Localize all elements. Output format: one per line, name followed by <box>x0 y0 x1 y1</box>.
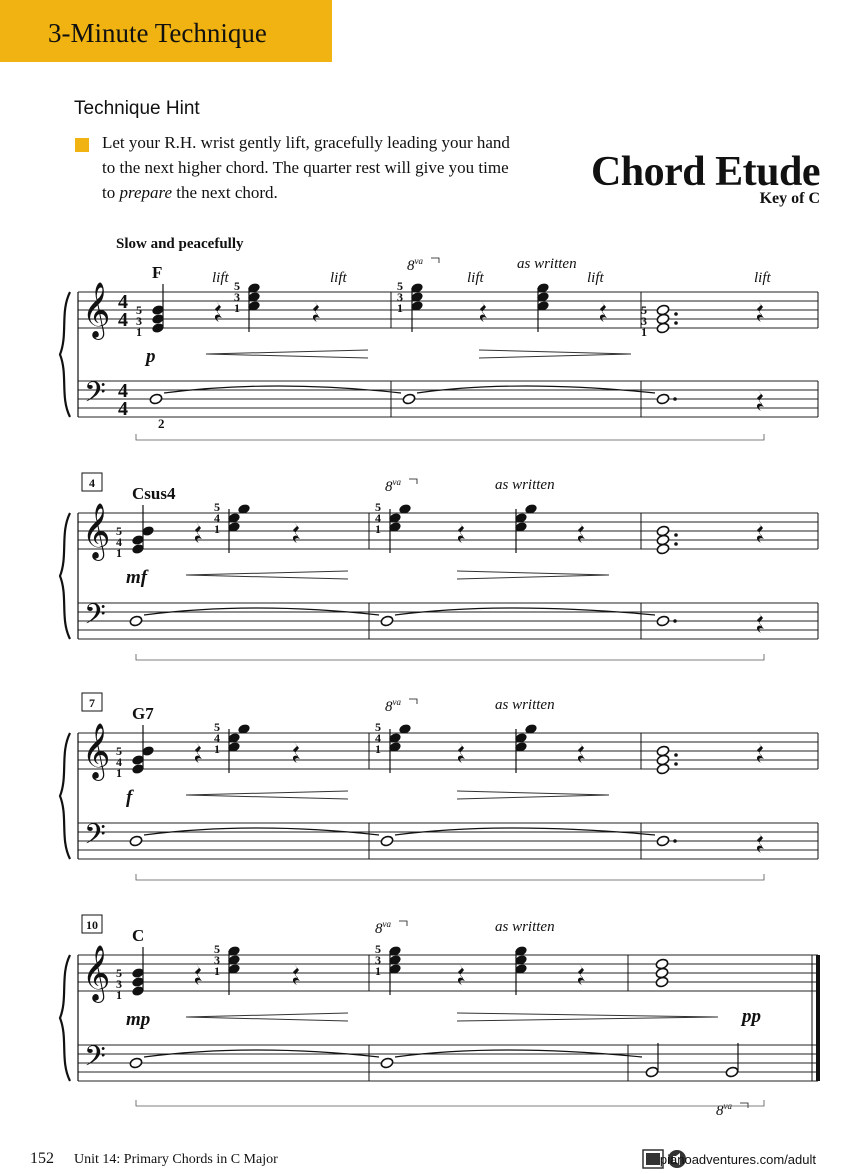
pedal-line <box>136 434 764 440</box>
bass-clef-icon: 𝄢 <box>84 820 106 857</box>
ottava-bracket <box>399 921 407 926</box>
fingering: 5 <box>375 942 381 956</box>
whole-note <box>129 1057 143 1069</box>
dynamic-mark: mf <box>126 567 148 588</box>
grand-staff-brace <box>60 955 70 1081</box>
lift-mark: lift <box>754 270 771 286</box>
half-note <box>645 1066 659 1078</box>
treble-clef-icon: 𝄞 <box>82 284 111 337</box>
crescendo-hairpin <box>206 354 368 358</box>
whole-note <box>149 393 163 405</box>
crescendo-hairpin <box>186 1017 348 1021</box>
fingering: 3 <box>641 314 647 328</box>
piece-title: Chord Etude <box>590 149 820 195</box>
dot <box>674 312 678 316</box>
whole-note <box>380 615 394 627</box>
pedal-line <box>136 654 764 660</box>
decrescendo-hairpin <box>457 575 609 579</box>
dot <box>674 542 678 546</box>
bass-clef-icon: 𝄢 <box>84 378 106 415</box>
fingering: 5 <box>214 500 220 514</box>
chord-symbol: C <box>132 926 145 945</box>
as-written-mark: as written <box>517 256 577 272</box>
pedal-line <box>136 1100 764 1106</box>
fingering: 5 <box>214 720 220 734</box>
fingering: 1 <box>116 546 122 560</box>
fingering: 1 <box>375 964 381 978</box>
half-note <box>656 393 670 405</box>
fingering: 1 <box>116 766 122 780</box>
fingering: 4 <box>375 731 381 745</box>
treble-clef-icon: 𝄞 <box>82 505 111 558</box>
fingering: 1 <box>116 988 122 1002</box>
ottava-bracket <box>431 258 439 263</box>
chord-symbol: Csus4 <box>132 484 176 503</box>
chord-symbol: G7 <box>132 704 154 723</box>
treble-clef-icon: 𝄞 <box>82 725 111 778</box>
crescendo-hairpin <box>186 791 348 795</box>
time-signature: 4 <box>118 380 128 402</box>
ottava-bracket <box>409 479 417 484</box>
dynamic-mark: p <box>146 346 156 367</box>
dot <box>674 753 678 757</box>
as-written-mark: as written <box>495 919 555 935</box>
half-note <box>656 615 670 627</box>
half-note <box>725 1066 739 1078</box>
bass-clef-icon: 𝄢 <box>84 600 106 637</box>
ottava-mark: $8^{va}$ <box>407 256 423 274</box>
fingering: 3 <box>375 953 381 967</box>
crescendo-hairpin <box>186 571 348 575</box>
ottava-mark: $8^{va}$ <box>716 1101 732 1119</box>
fingering: 4 <box>214 511 220 525</box>
treble-clef-icon: 𝄞 <box>82 947 111 1000</box>
decrescendo-hairpin <box>479 350 631 354</box>
fingering: 4 <box>116 535 122 549</box>
fingering: 1 <box>641 325 647 339</box>
fingering: 3 <box>136 314 142 328</box>
pedal-line <box>136 874 764 880</box>
fingering: 5 <box>214 942 220 956</box>
crescendo-hairpin <box>186 1013 348 1017</box>
whole-note <box>129 835 143 847</box>
crescendo-hairpin <box>206 350 368 354</box>
crescendo-hairpin <box>186 575 348 579</box>
fingering: 1 <box>214 742 220 756</box>
crescendo-hairpin <box>186 795 348 799</box>
fingering: 5 <box>641 303 647 317</box>
decrescendo-hairpin <box>457 571 609 575</box>
fingering: 5 <box>116 744 122 758</box>
as-written-mark: as written <box>495 477 555 493</box>
lift-mark: lift <box>467 270 484 286</box>
whole-note <box>402 393 416 405</box>
dynamic-mark: f <box>126 787 133 808</box>
lift-mark: lift <box>212 270 229 286</box>
decrescendo-hairpin <box>457 795 609 799</box>
lift-mark: lift <box>587 270 604 286</box>
unit-label: Unit 14: Primary Chords in C Major <box>74 1152 278 1167</box>
grand-staff-brace <box>60 513 70 639</box>
whole-note <box>380 835 394 847</box>
finger-number: 2 <box>158 416 165 431</box>
dynamic-mark: mp <box>126 1009 151 1030</box>
time-signature: 4 <box>118 398 128 420</box>
fingering: 4 <box>375 511 381 525</box>
fingering: 5 <box>397 279 403 293</box>
fingering: 3 <box>116 977 122 991</box>
decrescendo-hairpin <box>479 354 631 358</box>
fingering: 4 <box>116 755 122 769</box>
decrescendo-hairpin <box>457 1013 718 1017</box>
measure-number: 10 <box>86 918 98 932</box>
fingering: 5 <box>375 500 381 514</box>
as-written-mark: as written <box>495 697 555 713</box>
website-link[interactable]: pianoadventures.com/adult <box>659 1152 816 1167</box>
hint-text: Let your R.H. wrist gently lift, gracefully leading your hand to the next higher chord. The quarter rest will give you time to prepare the next chord. <box>102 133 510 202</box>
half-note <box>656 304 670 316</box>
ottava-mark: $8^{va}$ <box>385 697 401 715</box>
lift-mark: lift <box>330 270 347 286</box>
section-title: 3-Minute Technique <box>48 18 267 48</box>
fingering: 4 <box>214 731 220 745</box>
bass-clef-icon: 𝄢 <box>84 1042 106 1079</box>
fingering: 3 <box>214 953 220 967</box>
fingering: 5 <box>375 720 381 734</box>
fingering: 5 <box>116 966 122 980</box>
dot <box>673 839 677 843</box>
fingering: 5 <box>116 524 122 538</box>
half-note <box>656 835 670 847</box>
tempo-marking: Slow and peacefully <box>116 236 244 252</box>
grand-staff-brace <box>60 292 70 417</box>
decrescendo-hairpin <box>457 791 609 795</box>
fingering: 1 <box>214 964 220 978</box>
dot <box>673 619 677 623</box>
dot <box>673 397 677 401</box>
ottava-bracket <box>740 1103 748 1108</box>
fingering: 1 <box>375 742 381 756</box>
whole-note <box>129 615 143 627</box>
grand-staff-brace <box>60 733 70 859</box>
half-note <box>656 525 670 537</box>
chord-symbol: F <box>152 263 163 282</box>
fingering: 5 <box>136 303 142 317</box>
fingering: 3 <box>234 290 240 304</box>
ottava-bracket <box>409 699 417 704</box>
dynamic-mark: pp <box>742 1006 761 1027</box>
decrescendo-hairpin <box>457 1017 718 1021</box>
ottava-mark: $8^{va}$ <box>375 919 391 937</box>
ottava-mark: $8^{va}$ <box>385 477 401 495</box>
page-number: 152 <box>30 1150 54 1167</box>
time-signature: 4 <box>118 309 128 331</box>
dot <box>674 762 678 766</box>
whole-note <box>380 1057 394 1069</box>
measure-number: 4 <box>89 476 95 490</box>
fingering: 1 <box>397 301 403 315</box>
dot <box>674 321 678 325</box>
fingering: 5 <box>234 279 240 293</box>
measure-number: 7 <box>89 696 95 710</box>
key-label: Key of C <box>759 190 820 207</box>
whole-note <box>655 958 669 970</box>
fingering: 1 <box>214 522 220 536</box>
fingering: 1 <box>136 325 142 339</box>
hint-heading: Technique Hint <box>74 98 200 119</box>
half-note <box>656 745 670 757</box>
fingering: 1 <box>375 522 381 536</box>
fingering: 1 <box>234 301 240 315</box>
dot <box>674 533 678 537</box>
fingering: 3 <box>397 290 403 304</box>
time-signature: 4 <box>118 291 128 313</box>
